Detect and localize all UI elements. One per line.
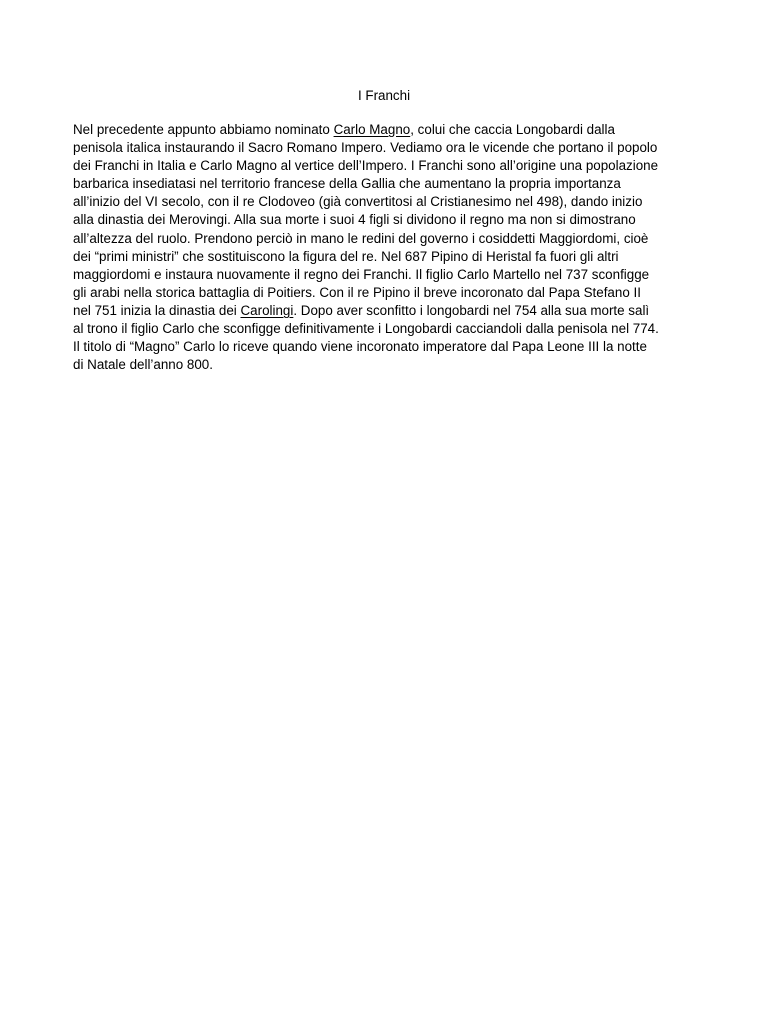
line-text: . Dopo aver sconfitto i longobardi nel 754 alla sua morte salì bbox=[293, 302, 650, 318]
body-line: barbarica insediatasi nel territorio francese della Gallia che aumentano la propria importanza bbox=[73, 176, 621, 192]
body-line: maggiordomi e instaura nuovamente il regno dei Franchi. Il figlio Carlo Martello nel 737 sconfigge bbox=[73, 266, 650, 282]
body-line: all’altezza del ruolo. Prendono perciò in mano le redini del governo i cosiddetti Maggiordomi, cioè bbox=[73, 230, 649, 246]
body-line: dei “primi ministri” che sostituiscono la figura del re. Nel 687 Pipino di Heristal fa fuori gli altri bbox=[73, 248, 619, 264]
body-line: Il titolo di “Magno” Carlo lo riceve quando viene incoronato imperatore dal Papa Leone III la notte bbox=[73, 339, 647, 355]
body-line: dei Franchi in Italia e Carlo Magno al vertice dell’Impero. I Franchi sono all’origine una popolazione bbox=[73, 158, 659, 174]
link-carolingi[interactable]: Carolingi bbox=[240, 302, 294, 318]
body-line: al trono il figlio Carlo che sconfigge definitivamente i Longobardi cacciandoli dalla penisola nel 774. bbox=[73, 321, 659, 337]
document-body bbox=[73, 121, 701, 374]
body-line bbox=[73, 121, 701, 139]
line-text: Nel precedente appunto abbiamo nominato bbox=[73, 122, 334, 137]
link-carlo-magno[interactable]: Carlo Magno bbox=[333, 122, 411, 137]
body-line: di Natale dell’anno 800. bbox=[73, 357, 213, 373]
document-title: I Franchi bbox=[357, 88, 411, 103]
body-line: alla dinastia dei Merovingi. Alla sua morte i suoi 4 figli si dividono il regno ma non si dimostrano bbox=[73, 212, 636, 228]
body-line: penisola italica instaurando il Sacro Romano Impero. Vediamo ora le vicende che portano il popolo bbox=[73, 140, 658, 156]
line-text: , colui che caccia Longobardi dalla bbox=[410, 122, 615, 137]
body-line: all’inizio del VI secolo, con il re Clodoveo (già convertitosi al Cristianesimo nel 498), dando inizio bbox=[73, 194, 643, 210]
body-line: gli arabi nella storica battaglia di Poitiers. Con il re Pipino il breve incoronato dal Papa Stefano II bbox=[73, 284, 641, 300]
line-text: nel 751 inizia la dinastia dei bbox=[73, 302, 241, 318]
body-line bbox=[73, 302, 701, 320]
